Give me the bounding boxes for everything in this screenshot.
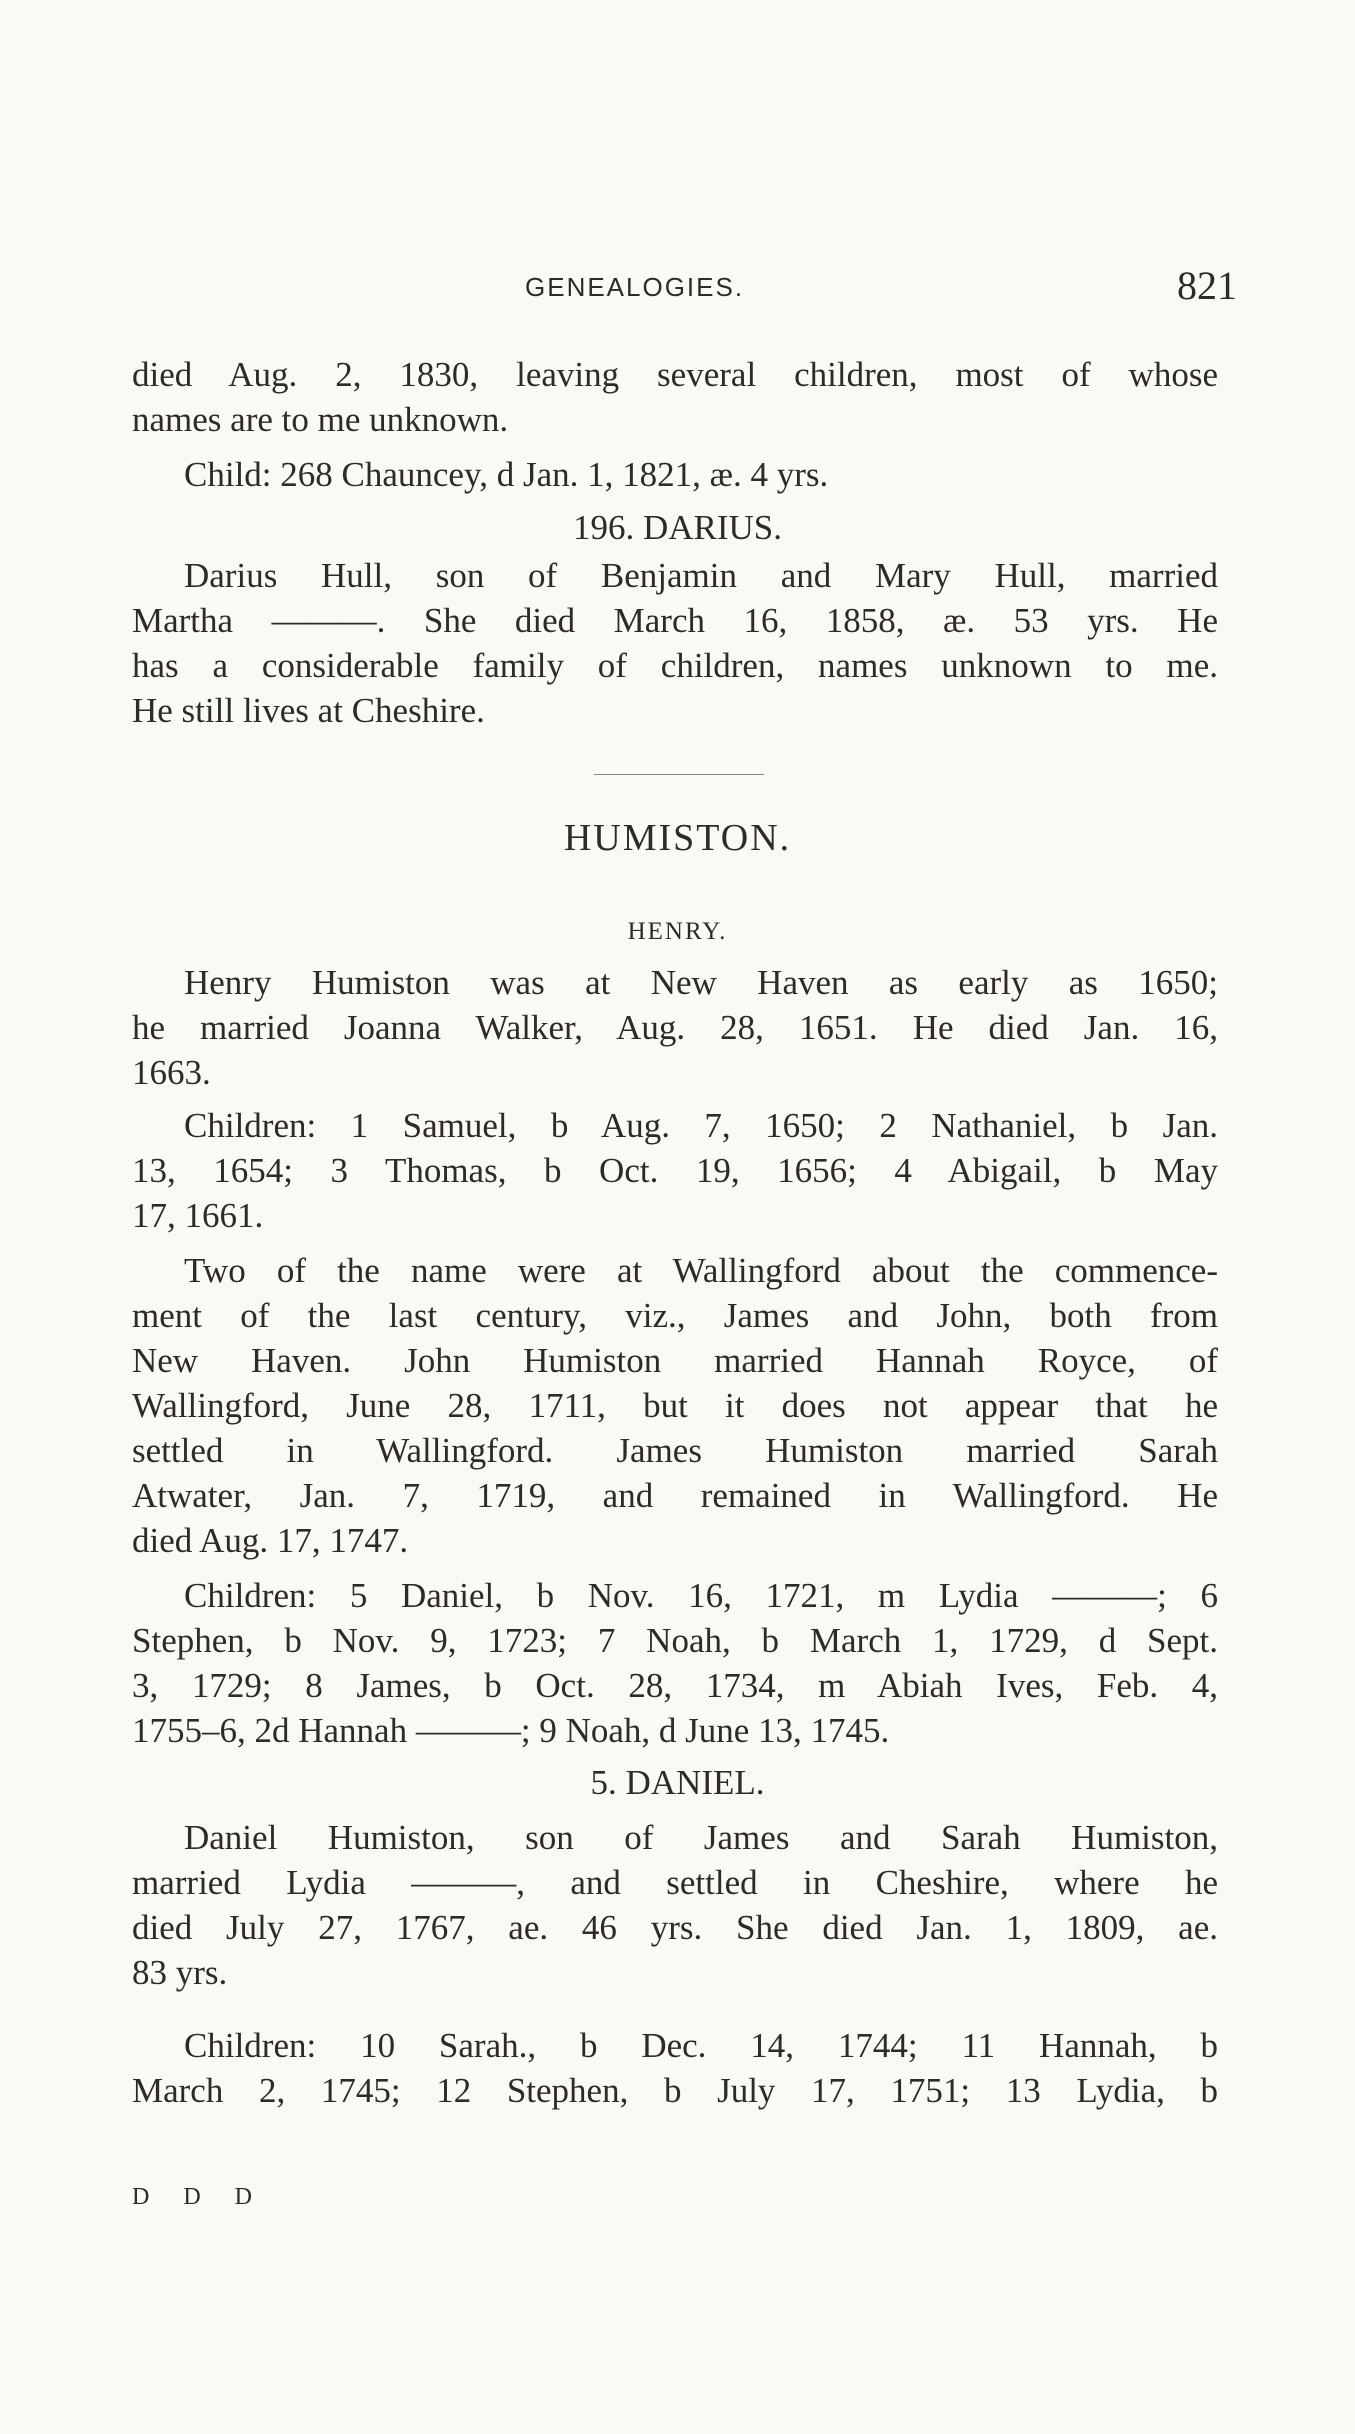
running-head: GENEALOGIES. bbox=[525, 272, 745, 302]
children-daniel-line bbox=[132, 2068, 1218, 2113]
children-james-line bbox=[132, 1663, 1218, 1708]
subsection-heading-henry: HENRY. bbox=[627, 918, 728, 945]
text-line: March 2, 1745; 12 Stephen, b July 17, 1751; 13 Lydia, b bbox=[132, 2071, 1218, 2110]
paragraph-henry bbox=[132, 960, 1218, 1005]
text-line: Child: 268 Chauncey, d Jan. 1, 1821, æ. 4 yrs. bbox=[184, 455, 829, 494]
paragraph-wallingford-line bbox=[132, 1428, 1218, 1473]
text-line: 3, 1729; 8 James, b Oct. 28, 1734, m Abiah Ives, Feb. 4, bbox=[132, 1666, 1218, 1705]
children-henry-line bbox=[132, 1148, 1218, 1193]
text-line: Darius Hull, son of Benjamin and Mary Hull, married bbox=[184, 556, 1218, 595]
subsection-heading-daniel: 5. DANIEL. bbox=[590, 1763, 765, 1802]
page-number: 821 bbox=[1177, 263, 1237, 308]
paragraph-henry-line bbox=[132, 1005, 1218, 1050]
text-line: has a considerable family of children, names unknown to me. bbox=[132, 646, 1218, 685]
text-line: ment of the last century, viz., James and John, both from bbox=[132, 1296, 1218, 1335]
paragraph-daniel bbox=[132, 1815, 1218, 1860]
section-title-humiston: HUMISTON. bbox=[563, 817, 792, 859]
text-line: died Aug. 17, 1747. bbox=[132, 1521, 409, 1560]
paragraph-daniel-line bbox=[132, 1950, 1218, 1995]
text-line: 1663. bbox=[132, 1053, 211, 1092]
text-line: Daniel Humiston, son of James and Sarah Humiston, bbox=[184, 1818, 1218, 1857]
paragraph-wallingford-line bbox=[132, 1518, 1218, 1563]
paragraph-darius bbox=[132, 553, 1218, 598]
text-line: names are to me unknown. bbox=[132, 400, 509, 439]
children-henry-line bbox=[132, 1193, 1218, 1238]
paragraph-wallingford-line bbox=[132, 1473, 1218, 1518]
text-line: died July 27, 1767, ae. 46 yrs. She died Jan. 1, 1809, ae. bbox=[132, 1908, 1218, 1947]
text-line: Atwater, Jan. 7, 1719, and remained in Wallingford. He bbox=[132, 1476, 1218, 1515]
text-line: died Aug. 2, 1830, leaving several children, most of whose bbox=[132, 355, 1218, 394]
text-line: Two of the name were at Wallingford about the commence- bbox=[184, 1251, 1218, 1290]
text-line: 1755–6, 2d Hannah ———; 9 Noah, d June 13, 1745. bbox=[132, 1711, 890, 1750]
text-line: He still lives at Cheshire. bbox=[132, 691, 485, 730]
text-line: married Lydia ———, and settled in Cheshire, where he bbox=[132, 1863, 1218, 1902]
paragraph-darius-line bbox=[132, 643, 1218, 688]
children-james-line bbox=[132, 1618, 1218, 1663]
text-line: Stephen, b Nov. 9, 1723; 7 Noah, b March 1, 1729, d Sept. bbox=[132, 1621, 1218, 1660]
children-james bbox=[132, 1573, 1218, 1618]
paragraph-continuation bbox=[132, 352, 1218, 397]
children-daniel bbox=[132, 2023, 1218, 2068]
page-header bbox=[0, 262, 1355, 322]
text-line: settled in Wallingford. James Humiston married Sarah bbox=[132, 1431, 1218, 1470]
paragraph-wallingford bbox=[132, 1248, 1218, 1293]
paragraph-darius-line bbox=[132, 688, 1218, 733]
text-line: Children: 10 Sarah., b Dec. 14, 1744; 11 Hannah, b bbox=[184, 2026, 1218, 2065]
children-james-line bbox=[132, 1708, 1218, 1753]
text-line: 17, 1661. bbox=[132, 1196, 264, 1235]
paragraph-continuation-end bbox=[132, 397, 1218, 442]
text-line: he married Joanna Walker, Aug. 28, 1651. He died Jan. 16, bbox=[132, 1008, 1218, 1047]
text-line: Martha ———. She died March 16, 1858, æ. 53 yrs. He bbox=[132, 601, 1218, 640]
paragraph-henry-line bbox=[132, 1050, 1218, 1095]
paragraph-wallingford-line bbox=[132, 1293, 1218, 1338]
children-henry bbox=[132, 1103, 1218, 1148]
text-line: 13, 1654; 3 Thomas, b Oct. 19, 1656; 4 Abigail, b May bbox=[132, 1151, 1218, 1190]
paragraph-darius-line bbox=[132, 598, 1218, 643]
child-entry bbox=[132, 452, 1218, 497]
text-line: New Haven. John Humiston married Hannah Royce, of bbox=[132, 1341, 1218, 1380]
text-line: Children: 5 Daniel, b Nov. 16, 1721, m Lydia ———; 6 bbox=[184, 1576, 1218, 1615]
text-line: Wallingford, June 28, 1711, but it does not appear that he bbox=[132, 1386, 1218, 1425]
subsection-heading-darius: 196. DARIUS. bbox=[572, 508, 783, 547]
text-line: Henry Humiston was at New Haven as early as 1650; bbox=[184, 963, 1218, 1002]
paragraph-daniel-line bbox=[132, 1860, 1218, 1905]
paragraph-wallingford-line bbox=[132, 1383, 1218, 1428]
paragraph-daniel-line bbox=[132, 1905, 1218, 1950]
text-line: 83 yrs. bbox=[132, 1953, 228, 1992]
section-divider bbox=[594, 774, 764, 775]
paragraph-wallingford-line bbox=[132, 1338, 1218, 1383]
signature-mark: D D D bbox=[132, 2184, 266, 2210]
text-line: Children: 1 Samuel, b Aug. 7, 1650; 2 Nathaniel, b Jan. bbox=[184, 1106, 1218, 1145]
